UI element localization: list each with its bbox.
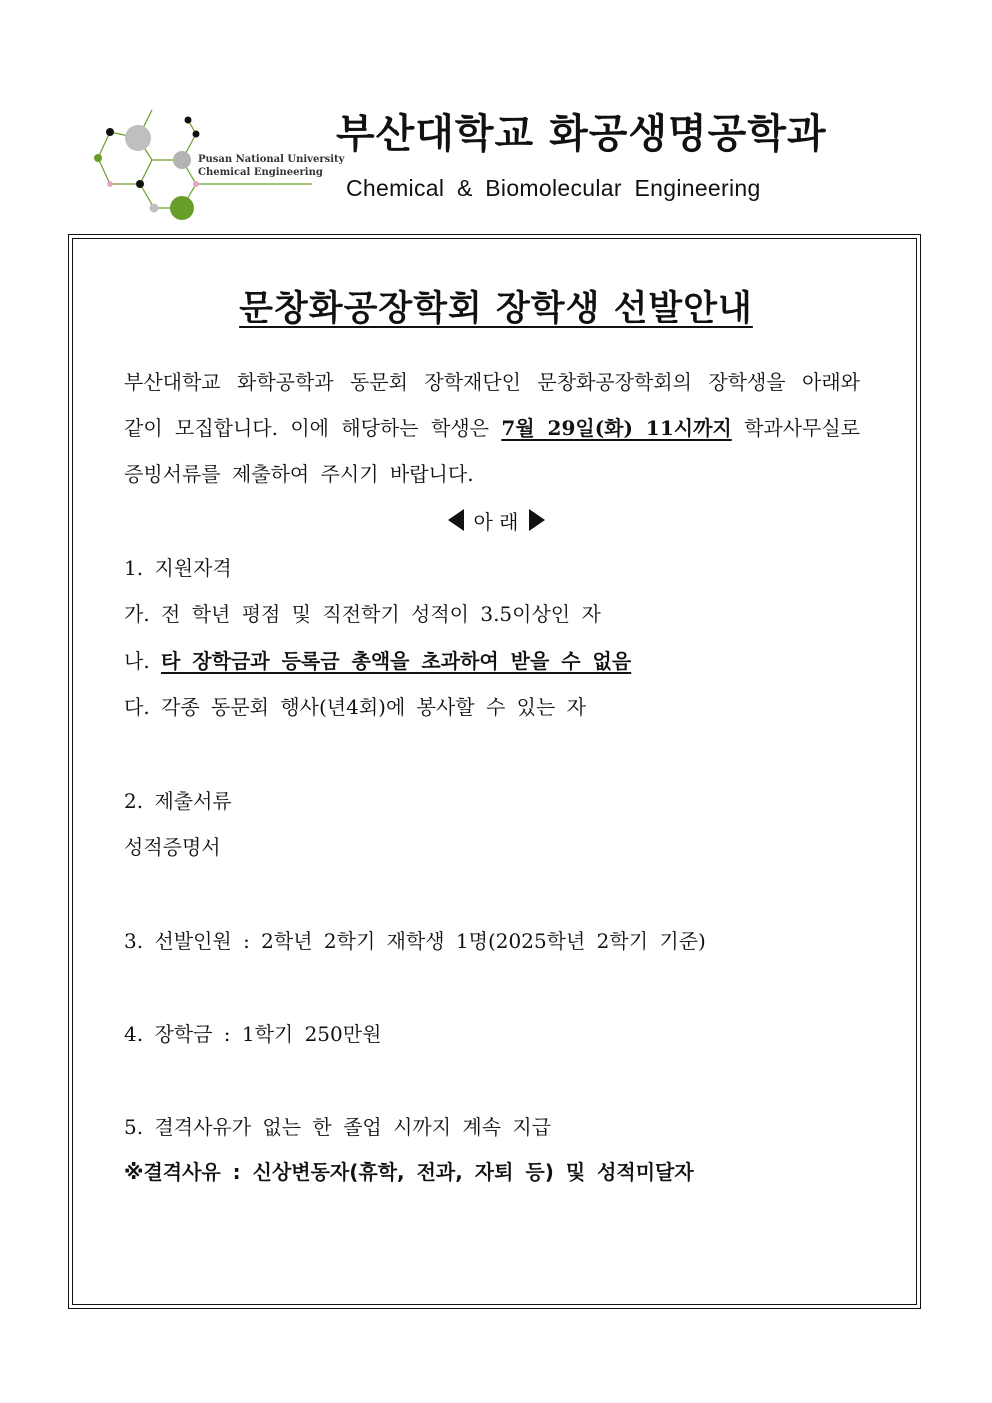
right-triangle-icon [529,509,545,531]
letterhead [0,0,992,235]
section-1-item-b [124,645,631,674]
left-triangle-icon [448,509,464,531]
disqualification-note: ※결격사유 : 신상변동자(휴학, 전과, 자퇴 등) 및 성적미달자 [124,1160,694,1184]
section-2-heading: 2. 제출서류 [124,789,232,813]
below-marker [0,506,992,535]
intro-text-before: 부산대학교 화학공학과 동문회 장학재단인 문창화공장학회의 장학생을 아래와 같이 모집합니다. 이에 해당하는 학생은 [124,370,860,440]
deadline-text: 7월 29일(화) 11시까지 [501,416,732,440]
logo-text-line1: Pusan National University [198,154,345,165]
intro-paragraph [124,359,860,497]
section-1-item-c: 다. 각종 동문회 행사(년4회)에 봉사할 수 있는 자 [124,695,586,719]
notice-title [0,281,992,331]
section-1-item-a: 가. 전 학년 평점 및 직전학기 성적이 3.5이상인 자 [124,602,601,626]
intro-text-after: 학과사무실로 증빙서류를 제출하여 주시기 바랍니다. [124,416,860,486]
section-3-line: 3. 선발인원 : 2학년 2학기 재학생 1명(2025학년 2학기 기준) [124,929,706,953]
university-logo [88,100,345,230]
department-english-name: Chemical & Biomolecular Engineering [346,175,761,201]
section-1-item-b-prefix: 나. [124,649,162,673]
molecule-logo-icon [88,100,345,230]
section-4-line: 4. 장학금 : 1학기 250만원 [124,1022,382,1046]
section-1-item-b-emphasis: 타 장학금과 등록금 총액을 초과하여 받을 수 없음 [161,649,632,673]
logo-text-line2: Chemical Engineering [198,167,323,178]
department-title: 부산대학교 화공생명공학과 [336,111,827,157]
section-2-item: 성적증명서 [124,835,221,859]
section-1-heading: 1. 지원자격 [124,556,232,580]
notice-title-text: 문창화공장학회 장학생 선발안내 [239,289,753,329]
below-label: 아 래 [473,510,519,534]
section-5-line: 5. 결격사유가 없는 한 졸업 시까지 계속 지급 [124,1115,552,1139]
